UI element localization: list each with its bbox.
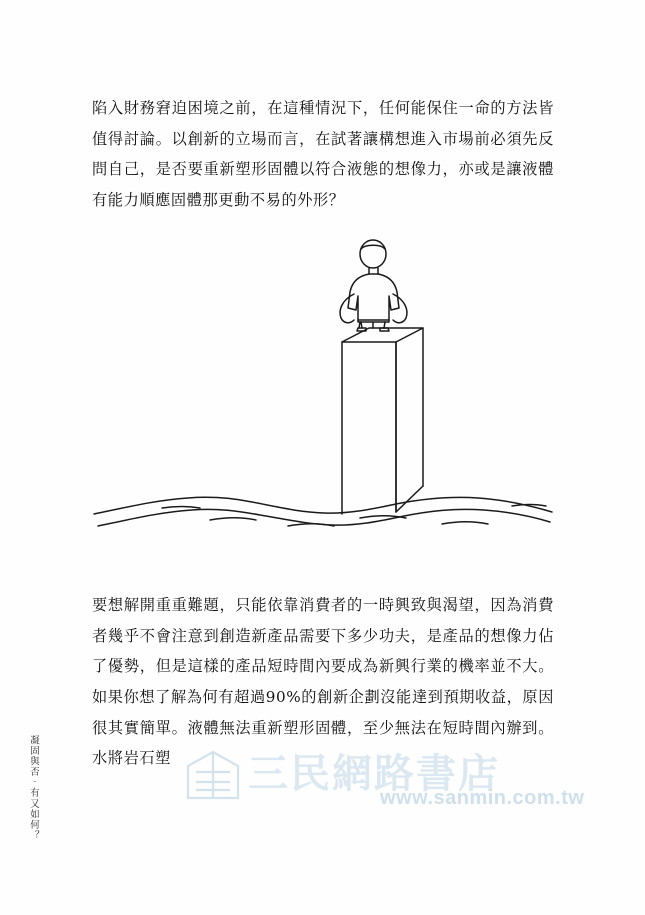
figure-illustration [92,236,554,546]
side-caption: 凝固與否‧有又如何？ [28,735,39,841]
paragraph-bottom: 要想解開重重難題，只能依靠消費者的一時興致與渴望，因為消費者幾乎不會注意到創造新產品需要下多少功夫，是產品的想像力佔了優勢，但是這樣的產品短時間內要成為新興行業的機率並不大。如果你想了解為何有超過90%的創新企劃沒能達到預期收益，原因很其實簡單。液體無法重新塑形固體，至少無法在短時間內辦到。水將岩石塑 [92,596,554,768]
watermark-url: www.sanmin.com.tw [380,787,585,809]
paragraph-top: 陷入財務窘迫困境之前，在這種情況下，任何能保住一命的方法皆值得討論。以創新的立場而言，在試著讓構想進入市場前必須先反問自己，是否要重新塑形固體以符合液態的想像力，亦或是讓液體有能力順應固體那更動不易的外形？ [92,99,554,209]
man-on-pillar-illustration [92,236,554,546]
watermark-text: 三民網路書店 [248,750,500,797]
